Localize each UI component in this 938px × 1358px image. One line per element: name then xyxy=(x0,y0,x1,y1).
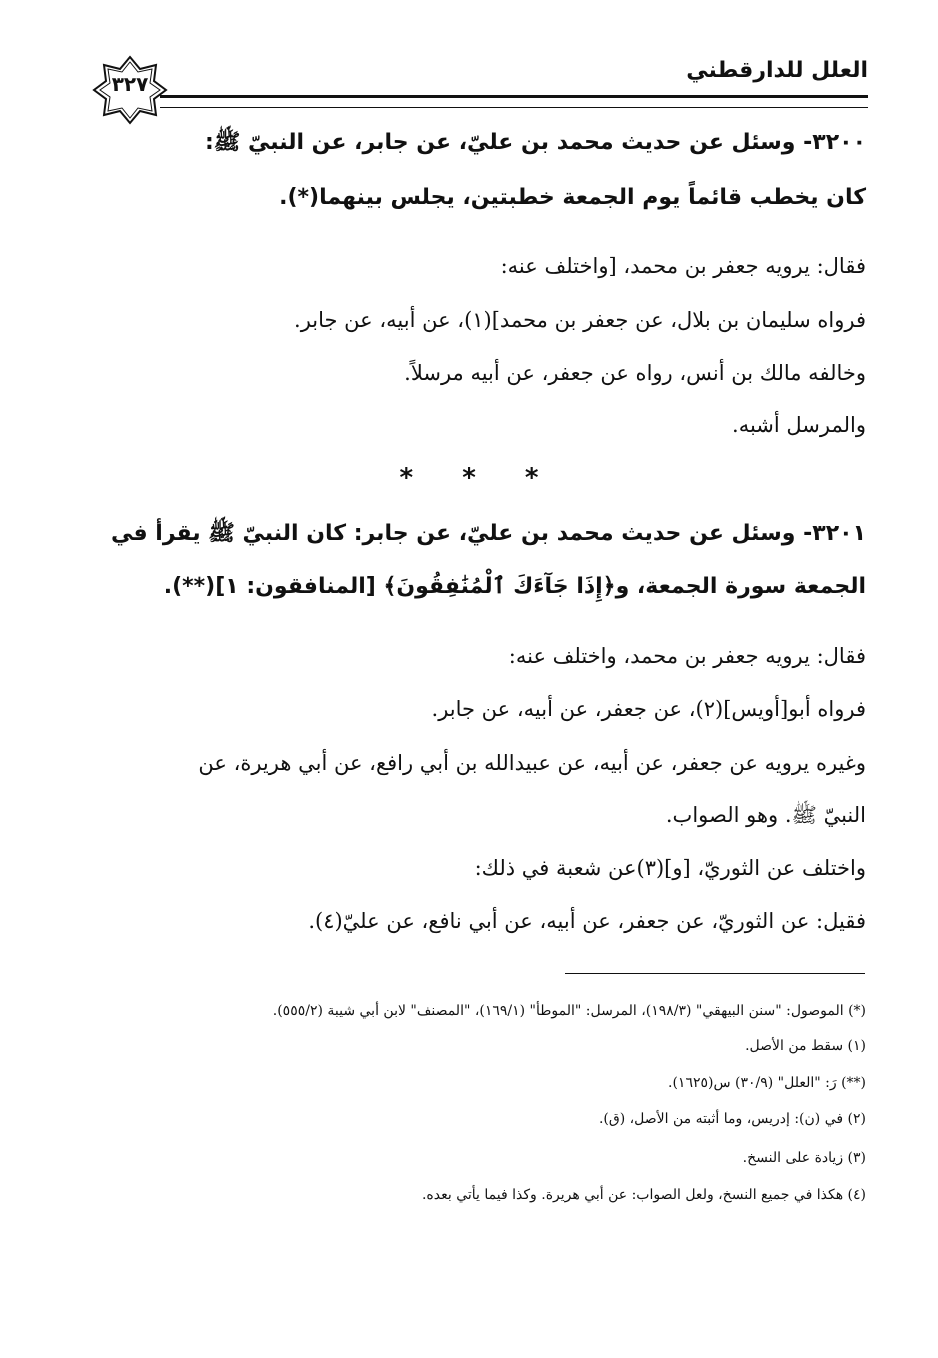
entry-3200-answer-line: فرواه سليمان بن بلال، عن جعفر بن محمد](١)، عن أبيه، عن جابر. xyxy=(294,308,866,332)
footnote-item: (٢) في (ن): إدريس، وما أثبته من الأصل، (ق). xyxy=(598,1111,866,1127)
entry-3201-answer-line: فقال: يرويه جعفر بن محمد، واختلف عنه: xyxy=(508,644,866,668)
footnote-item: (*) الموصول: "سنن البيهقي" (١٩٨/٣)، المرسل: "الموطأ" (١٦٩/١)، "المصنف" لابن أبي شيبة (٥٥٥/٢). xyxy=(272,1003,866,1019)
footnote-item: (٣) زيادة على النسخ. xyxy=(742,1150,866,1166)
footnote-item: (**) رَ: "العلل" (٣٠/٩) س(١٦٢٥). xyxy=(668,1075,866,1091)
entry-3201-question-line2: الجمعة سورة الجمعة، و﴿إِذَا جَآءَكَ ٱلْمُنَٰفِقُونَ﴾ [المنافقون: ١](**). xyxy=(163,574,866,599)
entry-3201-answer-line: وغيره يرويه عن جعفر، عن أبيه، عن عبيدالله بن أبي رافع، عن أبي هريرة، عن xyxy=(198,751,866,775)
header-double-rule xyxy=(160,95,868,108)
entry-3201-answer-line: فقيل: عن الثوريّ، عن جعفر، عن أبيه، عن أبي نافع، عن عليّ(٤). xyxy=(308,909,866,933)
footnote-item: (٤) هكذا في جميع النسخ، ولعل الصواب: عن أبي هريرة. وكذا فيما يأتي بعده. xyxy=(421,1187,866,1203)
entry-3200-answer-line: وخالفه مالك بن أنس، رواه عن جعفر، عن أبيه مرسلاً. xyxy=(404,361,866,385)
section-separator-stars: * * * xyxy=(399,463,539,493)
footnote-separator-rule xyxy=(565,973,865,974)
footnote-item: (١) سقط من الأصل. xyxy=(745,1038,866,1054)
page-number: ٣٢٧ xyxy=(111,72,149,96)
entry-3201-answer-line: فرواه أبو[أويس](٢)، عن جعفر، عن أبيه، عن جابر. xyxy=(431,697,866,721)
entry-3201-answer-line: واختلف عن الثوريّ، [و](٣)عن شعبة في ذلك: xyxy=(474,856,866,880)
running-header-title: العلل للدارقطني xyxy=(686,58,868,83)
entry-3201-answer-line: النبيّ ﷺ. وهو الصواب. xyxy=(665,803,866,827)
entry-3200-question-line1: ٣٢٠٠- وسئل عن حديث محمد بن عليّ، عن جابر، عن النبيّ ﷺ: xyxy=(204,130,866,155)
entry-3201-question-line1: ٣٢٠١- وسئل عن حديث محمد بن عليّ، عن جابر: كان النبيّ ﷺ يقرأ في xyxy=(110,521,866,546)
entry-3200-answer-line: فقال: يرويه جعفر بن محمد، [واختلف عنه: xyxy=(500,254,866,278)
entry-3200-question-line2: كان يخطب قائماً يوم الجمعة خطبتين، يجلس بينهما(*). xyxy=(279,185,866,210)
entry-3200-answer-line: والمرسل أشبه. xyxy=(732,413,866,437)
